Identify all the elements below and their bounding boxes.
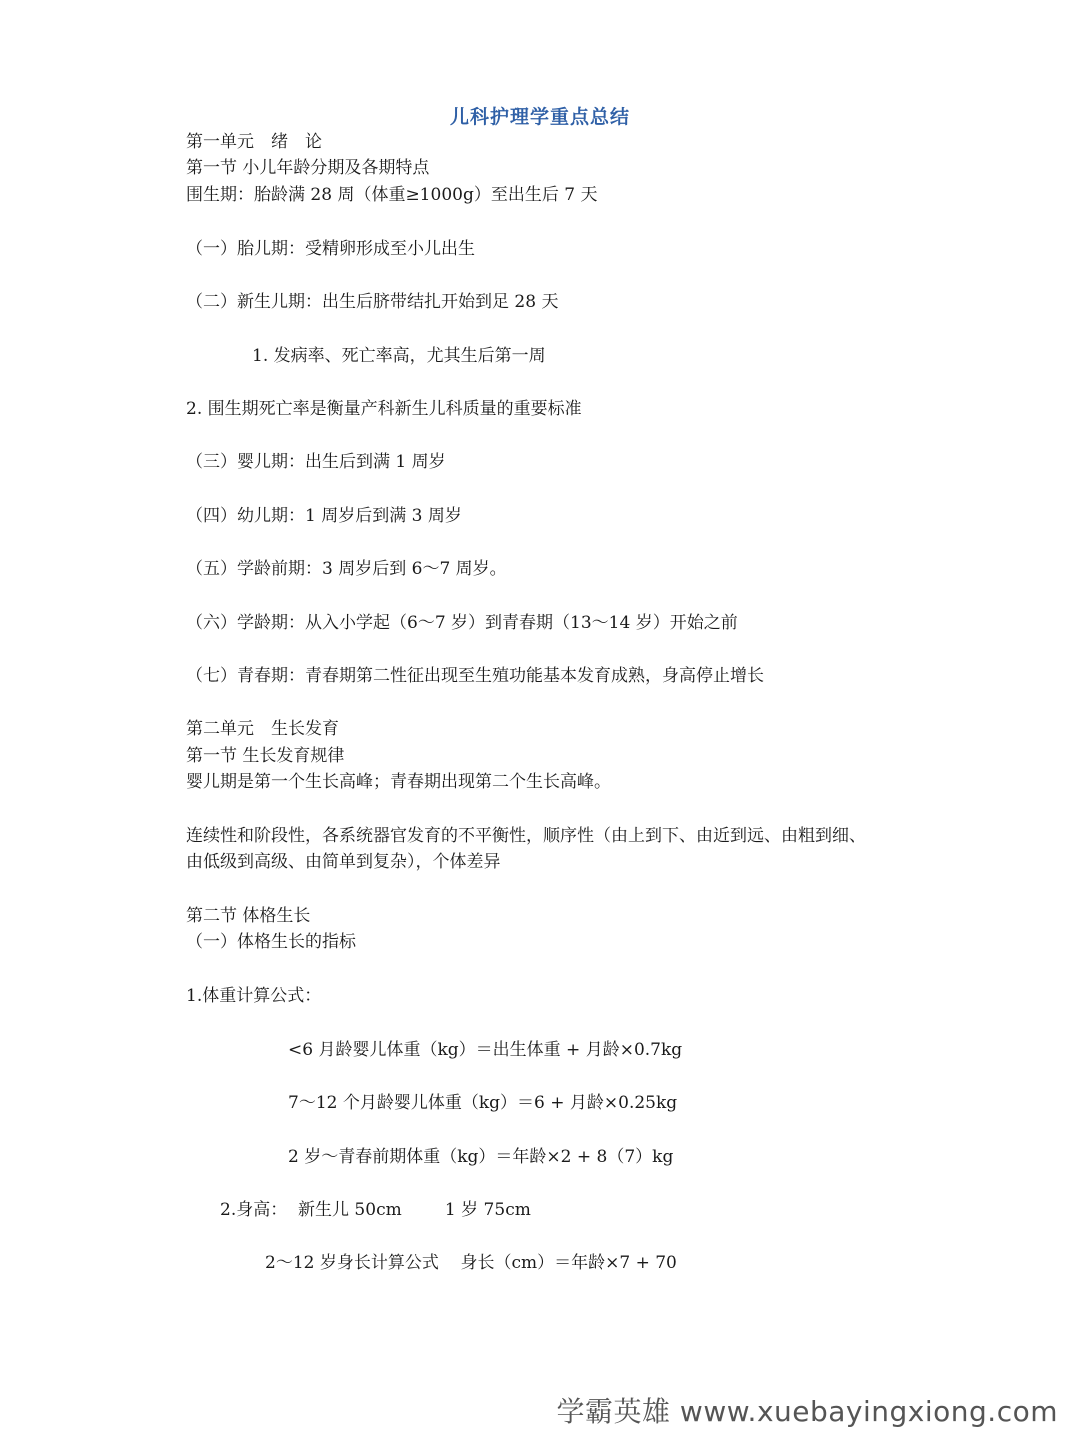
text-line: （五）学龄前期：3 周岁后到 6～7 周岁。	[186, 559, 507, 579]
text-line: 2. 围生期死亡率是衡量产科新生儿科质量的重要标准	[186, 399, 582, 419]
text-line: 由低级到高级、由简单到复杂），个体差异	[186, 852, 501, 872]
text-line: （二）新生儿期：出生后脐带结扎开始到足 28 天	[186, 292, 559, 312]
text-line: （三）婴儿期：出生后到满 1 周岁	[186, 452, 446, 472]
text-line: 2.身高： 新生儿 50cm 1 岁 75cm	[220, 1200, 531, 1220]
document-title: 儿科护理学重点总结	[449, 106, 630, 128]
text-line: 婴儿期是第一个生长高峰；青春期出现第二个生长高峰。	[186, 772, 611, 792]
text-line: 围生期：胎龄满 28 周（体重≥1000g）至出生后 7 天	[186, 185, 598, 205]
formula-line: <6 月龄婴儿体重（kg）＝出生体重 + 月龄×0.7kg	[288, 1040, 683, 1060]
section-heading: 第二节 体格生长	[186, 906, 311, 926]
text-line: （四）幼儿期：1 周岁后到满 3 周岁	[186, 506, 462, 526]
text-line: （六）学龄期：从入小学起（6～7 岁）到青春期（13～14 岁）开始之前	[186, 613, 738, 633]
text-line: 1.体重计算公式：	[186, 986, 322, 1006]
text-line: 1. 发病率、死亡率高，尤其生后第一周	[252, 346, 546, 366]
text-line: （一）体格生长的指标	[186, 932, 356, 952]
unit-heading: 第二单元 生长发育	[186, 719, 339, 739]
text-line: （一）胎儿期：受精卵形成至小儿出生	[186, 239, 475, 259]
formula-line: 7～12 个月龄婴儿体重（kg）＝6 + 月龄×0.25kg	[288, 1093, 678, 1113]
formula-line: 2 岁～青春前期体重（kg）＝年龄×2 + 8（7）kg	[288, 1147, 674, 1167]
text-line: 连续性和阶段性，各系统器官发育的不平衡性，顺序性（由上到下、由近到远、由粗到细、	[186, 826, 866, 846]
unit-heading: 第一单元 绪 论	[186, 132, 322, 152]
section-heading: 第一节 生长发育规律	[186, 746, 345, 766]
text-line: （七）青春期：青春期第二性征出现至生殖功能基本发育成熟，身高停止增长	[186, 666, 764, 686]
site-watermark: 学霸英雄 www.xuebayingxiong.com	[556, 1395, 1058, 1428]
section-heading: 第一节 小儿年龄分期及各期特点	[186, 158, 430, 178]
formula-line: 2～12 岁身长计算公式 身长（cm）＝年龄×7 + 70	[265, 1253, 677, 1273]
